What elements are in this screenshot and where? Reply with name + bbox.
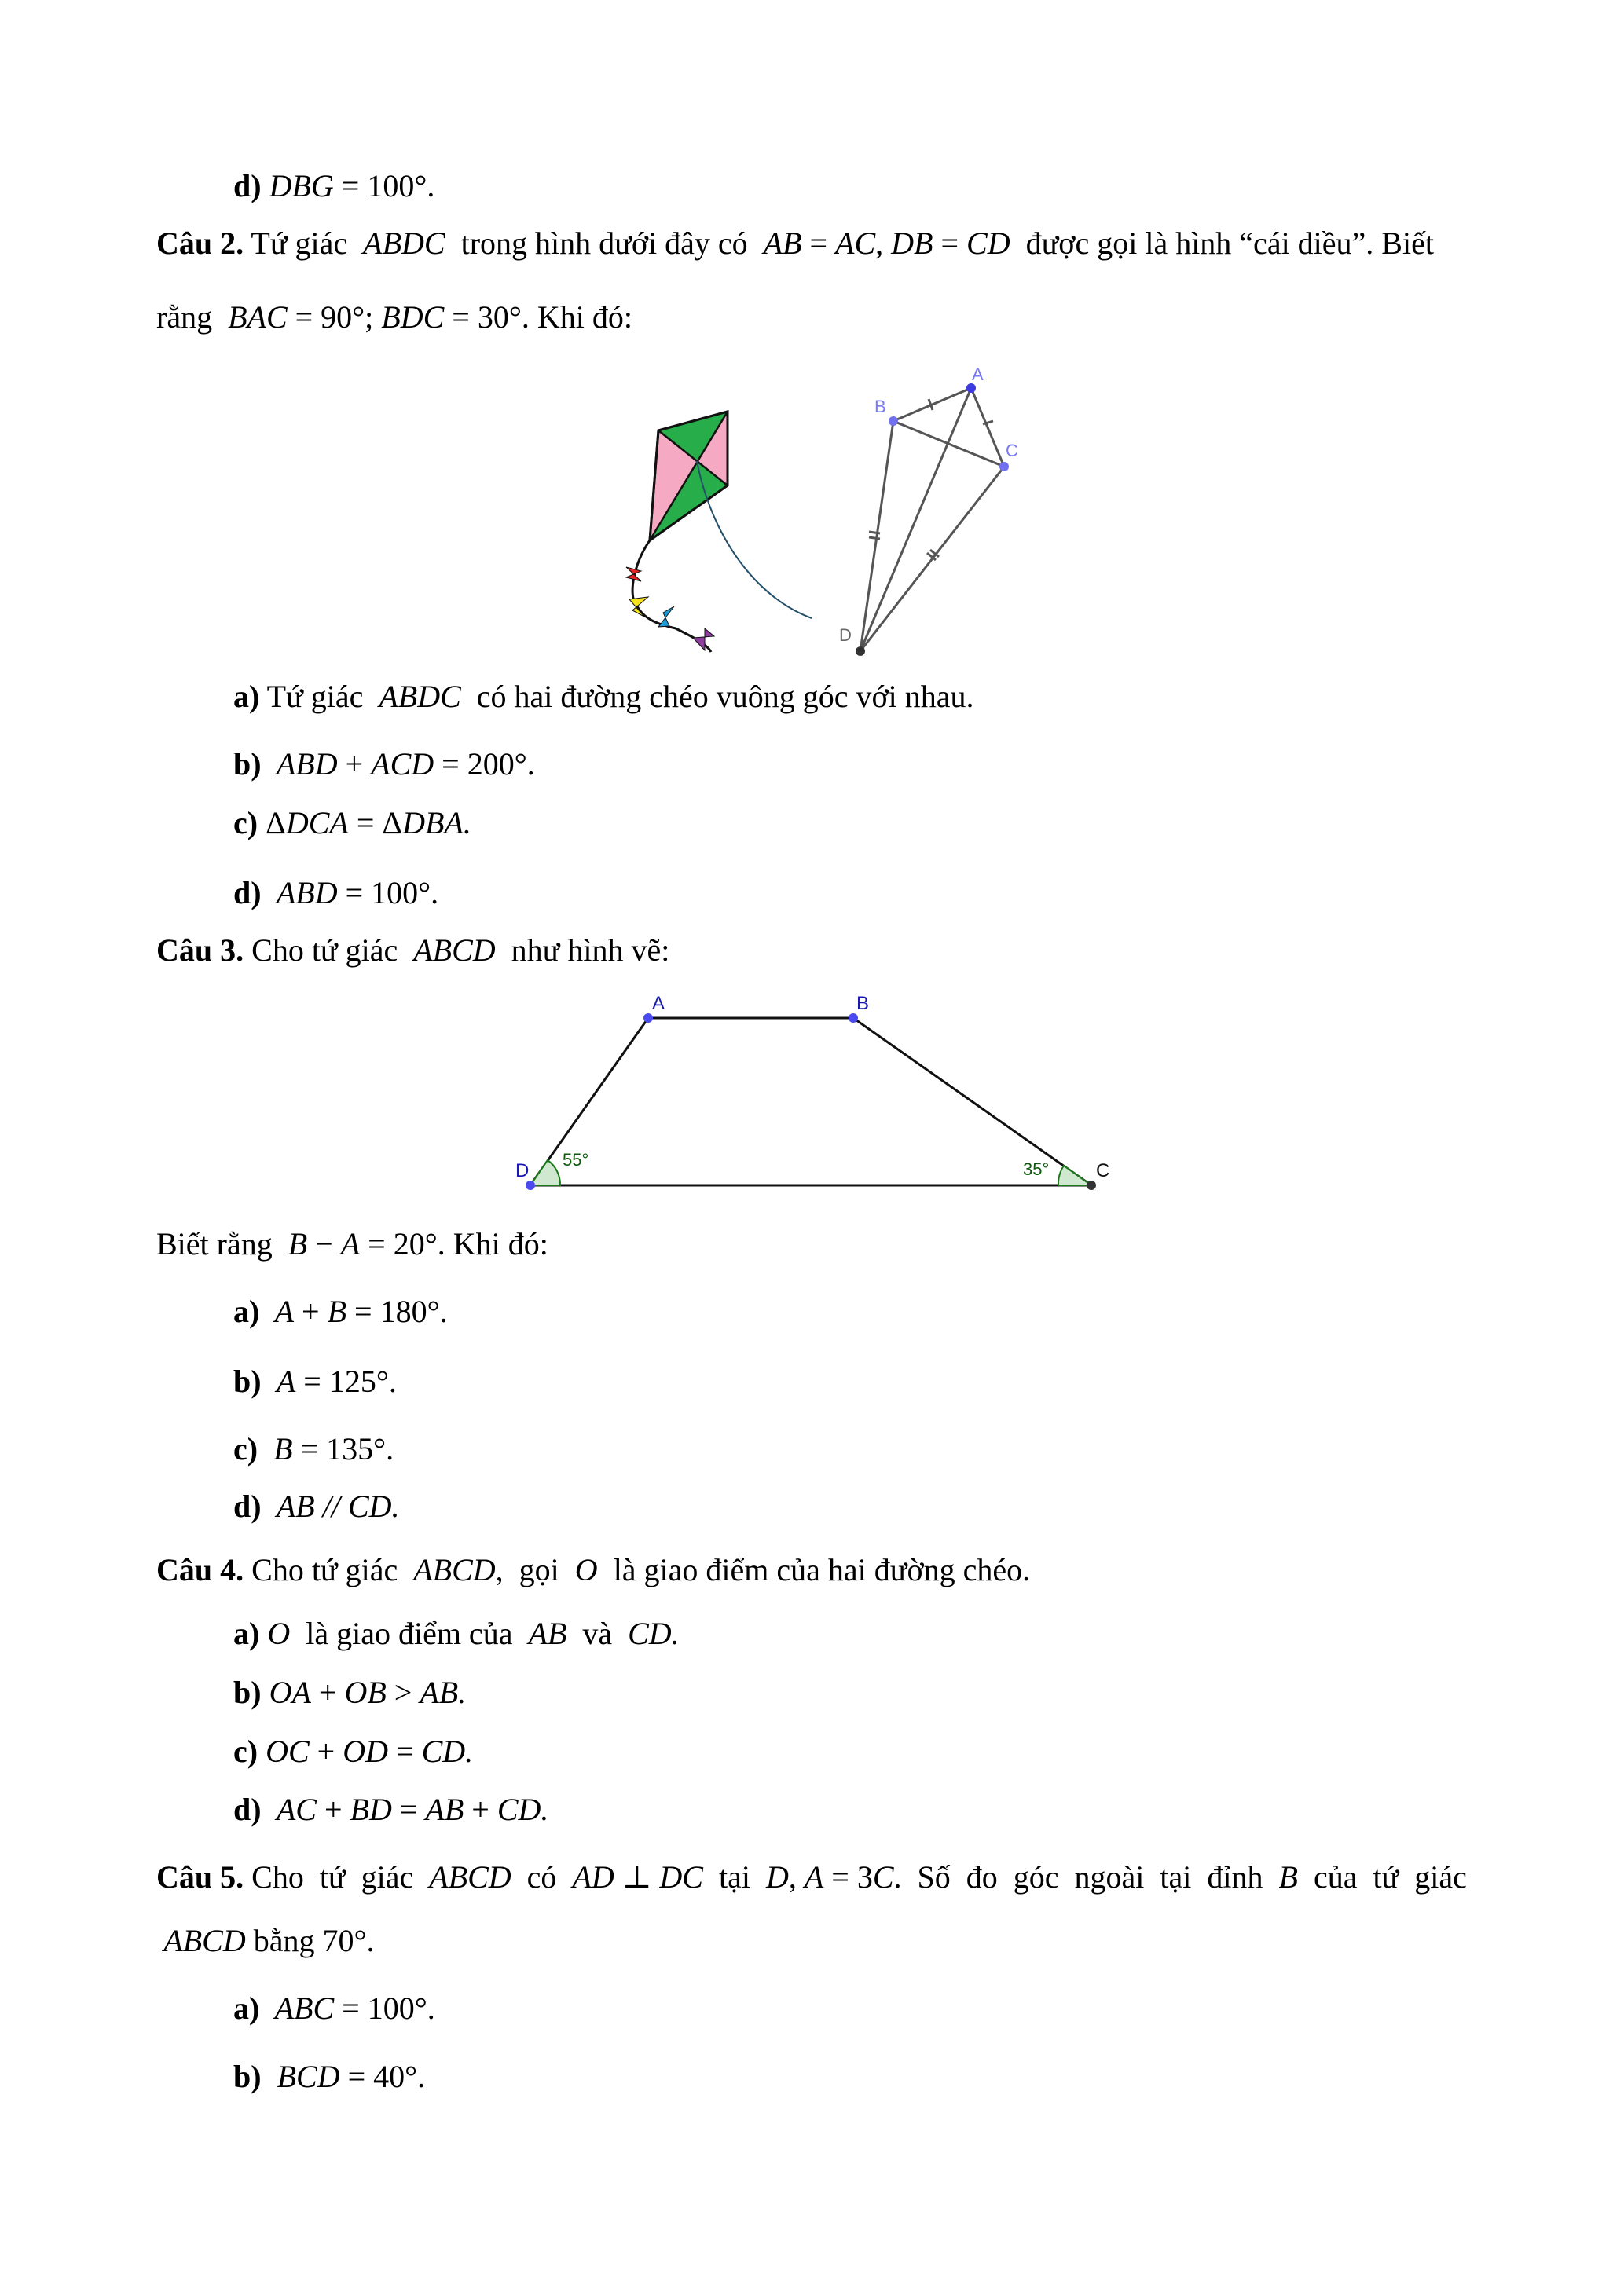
text-line: [233, 1733, 473, 1771]
math-text: D: [765, 1859, 789, 1895]
text-line: [233, 804, 471, 842]
text: Tứ giác: [259, 679, 379, 714]
label-text: b): [233, 1364, 269, 1399]
math-text: AC: [835, 225, 876, 261]
angle-c-label: 35°: [1023, 1159, 1050, 1179]
text: Tứ giác: [244, 225, 364, 261]
math-text: BAC: [228, 299, 288, 335]
label-text: Câu 5.: [156, 1859, 244, 1895]
text: +: [316, 1792, 350, 1827]
text: Cho tứ giác: [244, 1552, 414, 1587]
math-text: AC: [269, 1792, 317, 1827]
text: ⊥: [614, 1859, 660, 1895]
text-line: [233, 1488, 400, 1525]
text: bằng 70°.: [245, 1923, 375, 1958]
label-text: Câu 4.: [156, 1552, 244, 1587]
math-text: OA: [269, 1675, 311, 1710]
text-line: [233, 1430, 394, 1468]
math-text: B: [288, 1226, 308, 1262]
text: như hình vẽ:: [495, 932, 670, 968]
text-line: [233, 1990, 435, 2027]
math-text: AB // CD.: [269, 1489, 400, 1524]
text: = 90°;: [287, 299, 382, 335]
math-text: DBA.: [402, 805, 471, 840]
math-text: O: [574, 1552, 598, 1587]
math-text: AB: [763, 225, 802, 261]
text-line: [156, 1858, 1467, 1896]
text: +: [464, 1792, 497, 1827]
math-text: AB: [528, 1616, 567, 1651]
label-a: A: [652, 993, 665, 1014]
text: −: [307, 1226, 341, 1262]
label-text: d): [233, 1792, 269, 1827]
text: = 200°.: [434, 746, 535, 782]
kite-figure: [597, 353, 1053, 668]
math-text: AB: [425, 1792, 464, 1827]
text-line: [233, 1293, 448, 1331]
math-text: ACD: [371, 746, 434, 782]
text: có hai đường chéo vuông góc với nhau.: [460, 679, 974, 714]
label-text: d): [233, 168, 269, 203]
text-line: [233, 1791, 548, 1829]
text: , gọi: [495, 1552, 575, 1587]
math-text: A: [267, 1294, 295, 1329]
text: ,: [788, 1859, 805, 1895]
point-c: [1087, 1181, 1096, 1190]
math-text: ABCD: [413, 1552, 496, 1587]
math-text: ABCD: [413, 932, 496, 968]
label-a: A: [972, 364, 984, 384]
text: là giao điểm của: [290, 1616, 529, 1651]
text-line: [233, 874, 438, 912]
math-text: A: [269, 1364, 296, 1399]
math-text: B: [327, 1294, 347, 1329]
text: = 100°.: [333, 168, 435, 203]
text: = 3: [823, 1859, 873, 1895]
text: +: [310, 1675, 345, 1710]
angle-d-label: 55°: [563, 1150, 589, 1170]
text-line: [233, 678, 974, 716]
text-line: [233, 2058, 425, 2096]
text: là giao điểm của hai đường chéo.: [597, 1552, 1031, 1587]
text: . Số đo góc ngoài tại đỉnh: [893, 1859, 1279, 1895]
math-text: OC: [266, 1734, 310, 1769]
text: ,: [875, 225, 892, 261]
text: tại: [702, 1859, 766, 1895]
text: = 125°.: [295, 1364, 397, 1399]
text: =: [391, 1792, 426, 1827]
math-text: AB.: [420, 1675, 467, 1710]
text: +: [337, 746, 372, 782]
text: Biết rằng: [156, 1226, 288, 1262]
math-text: CD.: [628, 1616, 680, 1651]
math-text: BCD: [269, 2059, 340, 2094]
label-text: a): [233, 1990, 268, 2026]
math-text: ABD: [269, 875, 338, 910]
math-text: A: [804, 1859, 824, 1895]
text: =: [388, 1734, 422, 1769]
text-line: [233, 167, 434, 205]
text: = 30°. Khi đó:: [444, 299, 632, 335]
label-b: B: [856, 993, 870, 1014]
point-b: [849, 1013, 858, 1023]
text-line: [233, 1674, 466, 1712]
text: = 135°.: [292, 1431, 394, 1467]
math-text: ABD: [269, 746, 338, 782]
text: = 100°.: [334, 1990, 435, 2026]
kite-geometry: [860, 388, 1004, 651]
math-text: C: [872, 1859, 894, 1895]
text: Δ: [266, 805, 286, 840]
label-text: d): [233, 1489, 269, 1524]
label-c: C: [1006, 441, 1018, 460]
math-text: ABDC: [379, 679, 461, 714]
label-d: D: [515, 1160, 530, 1181]
label-text: b): [233, 746, 269, 782]
label-c: C: [1096, 1160, 1110, 1181]
math-text: O: [267, 1616, 291, 1651]
text: = 20°. Khi đó:: [360, 1226, 548, 1262]
math-text: ABC: [267, 1990, 335, 2026]
text: Cho tứ giác: [244, 1859, 430, 1895]
label-text: Câu 3.: [156, 932, 244, 968]
label-d: D: [839, 625, 852, 645]
math-text: ABDC: [363, 225, 445, 261]
math-text: CD: [966, 225, 1010, 261]
text: = 40°.: [339, 2059, 426, 2094]
text-line: [156, 1551, 1030, 1589]
math-text: A: [340, 1226, 361, 1262]
math-text: OB: [344, 1675, 387, 1710]
label-text: c): [233, 805, 266, 840]
math-text: DC: [659, 1859, 703, 1895]
trapezoid-figure: [503, 982, 1131, 1202]
math-text: B: [1278, 1859, 1298, 1895]
text: trong hình dưới đây có: [445, 225, 764, 261]
point-c: [999, 462, 1009, 471]
point-d: [856, 646, 865, 656]
math-text: CD.: [421, 1734, 474, 1769]
label-text: c): [233, 1734, 266, 1769]
label-text: a): [233, 1616, 268, 1651]
text: =: [801, 225, 836, 261]
point-a: [643, 1013, 653, 1023]
math-text: B: [266, 1431, 293, 1467]
math-text: ABCD: [429, 1859, 511, 1895]
text: = 180°.: [346, 1294, 448, 1329]
text: rằng: [156, 299, 229, 335]
text: = 100°.: [337, 875, 439, 910]
text: và: [566, 1616, 629, 1651]
text-line: [156, 932, 669, 969]
text: =: [933, 225, 967, 261]
label-text: c): [233, 1431, 266, 1467]
text: = Δ: [348, 805, 403, 840]
text-line: [233, 1363, 397, 1401]
label-text: a): [233, 1294, 268, 1329]
math-text: AD: [572, 1859, 614, 1895]
point-d: [526, 1181, 535, 1190]
label-text: Câu 2.: [156, 225, 244, 261]
math-text: OD: [343, 1734, 388, 1769]
math-text: DCA: [285, 805, 349, 840]
label-text: b): [233, 2059, 269, 2094]
text: được gọi là hình “cái diều”. Biết: [1010, 225, 1434, 261]
math-text: BDC: [381, 299, 445, 335]
text-line: [156, 1225, 548, 1263]
text-line: [233, 745, 535, 783]
text-line: [233, 1615, 680, 1653]
text-line: [156, 1922, 374, 1960]
text: +: [309, 1734, 343, 1769]
text-line: [156, 225, 1434, 262]
text: của tứ giác: [1297, 1859, 1467, 1895]
math-text: DB: [891, 225, 933, 261]
math-text: DBG: [269, 168, 334, 203]
text: Cho tứ giác: [244, 932, 414, 968]
kite-drawing: [626, 412, 812, 652]
text: +: [294, 1294, 328, 1329]
label-b: B: [874, 397, 886, 416]
label-text: b): [233, 1675, 269, 1710]
math-text: BD: [350, 1792, 392, 1827]
point-b: [889, 416, 898, 426]
label-text: a): [233, 679, 260, 714]
text: >: [386, 1675, 420, 1710]
math-text: CD.: [497, 1792, 549, 1827]
point-a: [966, 383, 976, 393]
text-line: [156, 298, 632, 336]
text: có: [511, 1859, 573, 1895]
math-text: ABCD: [156, 1923, 246, 1958]
label-text: d): [233, 875, 269, 910]
